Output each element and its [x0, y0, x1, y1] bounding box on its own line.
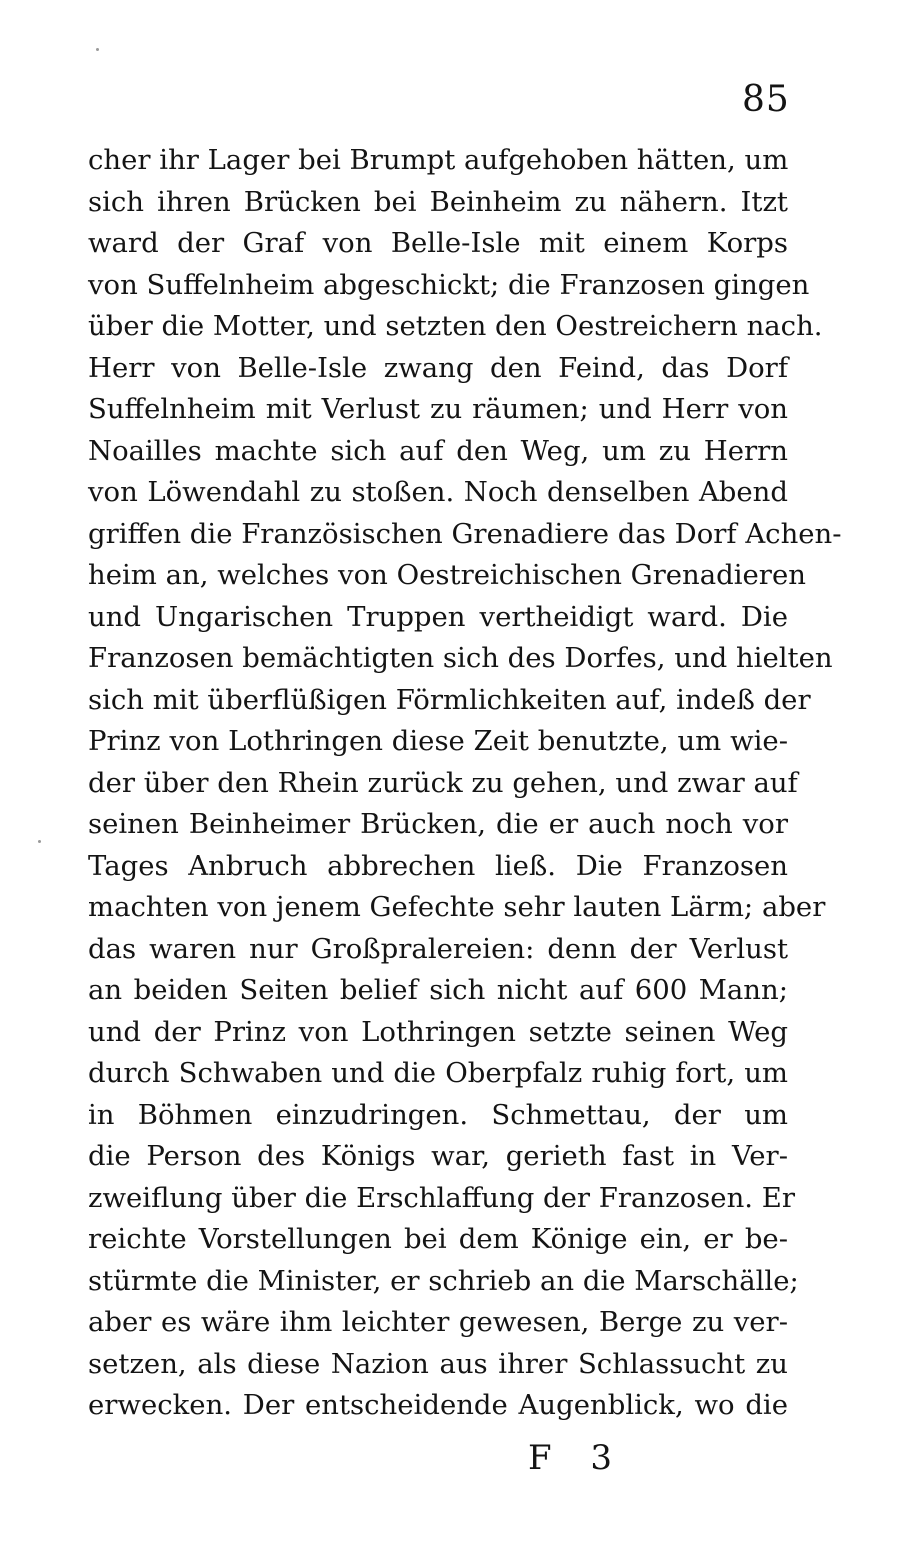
page-number: 85 — [742, 79, 790, 120]
text-line: seinen Beinheimer Brücken, die er auch noch vor — [88, 808, 788, 840]
text-line: an beiden Seiten belief sich nicht auf 600 Mann; — [88, 974, 788, 1006]
text-line: aber es wäre ihm leichter gewesen, Berge zu ver- — [88, 1306, 788, 1338]
text-line: in Böhmen einzudringen. Schmettau, der um — [88, 1098, 788, 1131]
text-line: Suffelnheim mit Verlust zu räumen; und Herr von — [88, 393, 788, 425]
text-line: Noailles machte sich auf den Weg, um zu Herrn — [88, 434, 788, 467]
text-line: die Person des Königs war, gerieth fast in Ver- — [88, 1140, 788, 1172]
text-line: und Ungarischen Truppen vertheidigt ward. Die — [88, 600, 788, 633]
text-line: erwecken. Der entscheidende Augenblick, wo die — [88, 1389, 788, 1421]
text-line: von Suffelnheim abgeschickt; die Franzosen gingen — [88, 268, 810, 301]
body-text — [88, 140, 842, 1427]
text-line: cher ihr Lager bei Brumpt aufgehoben hätten, um — [88, 144, 789, 176]
text-line: der über den Rhein zurück zu gehen, und zwar auf — [88, 766, 798, 799]
text-line: heim an, welches von Oestreichischen Grenadieren — [88, 559, 806, 591]
text-line: durch Schwaben und die Oberpfalz ruhig fort, um — [88, 1057, 788, 1089]
text-line: reichte Vorstellungen bei dem Könige ein, er be- — [88, 1223, 788, 1255]
text-line: setzen, als diese Nazion aus ihrer Schlassucht zu — [88, 1347, 788, 1380]
text-line: griffen die Französischen Grenadiere das Dorf Achen- — [88, 517, 842, 550]
text-line: ward der Graf von Belle-Isle mit einem Korps — [88, 227, 788, 259]
text-line: Herr von Belle-Isle zwang den Feind, das Dorf — [88, 351, 788, 384]
paper-speck — [96, 48, 99, 51]
text-line: sich ihren Brücken bei Beinheim zu nähern. Itzt — [88, 185, 788, 218]
text-line: Prinz von Lothringen diese Zeit benutzte, um wie- — [88, 725, 788, 757]
text-line: von Löwendahl zu stoßen. Noch denselben Abend — [88, 476, 788, 508]
text-line: zweiflung über die Erschlaffung der Franzosen. Er — [88, 1181, 795, 1214]
text-line: machten von jenem Gefechte sehr lauten Lärm; aber — [88, 891, 826, 923]
text-line: und der Prinz von Lothringen setzte seinen Weg — [88, 1015, 788, 1048]
signature-mark: F 3 — [528, 1438, 627, 1478]
text-line: das waren nur Großpralereien: denn der Verlust — [88, 932, 788, 965]
text-line: sich mit überflüßigen Förmlichkeiten auf, indeß der — [88, 683, 811, 716]
text-line: Tages Anbruch abbrechen ließ. Die Franzosen — [88, 849, 788, 882]
text-line: Franzosen bemächtigten sich des Dorfes, und hielten — [88, 642, 833, 674]
text-line: stürmte die Minister, er schrieb an die Marschälle; — [88, 1264, 799, 1297]
paper-speck — [38, 840, 41, 843]
text-line: über die Motter, und setzten den Oestreichern nach. — [88, 310, 823, 342]
